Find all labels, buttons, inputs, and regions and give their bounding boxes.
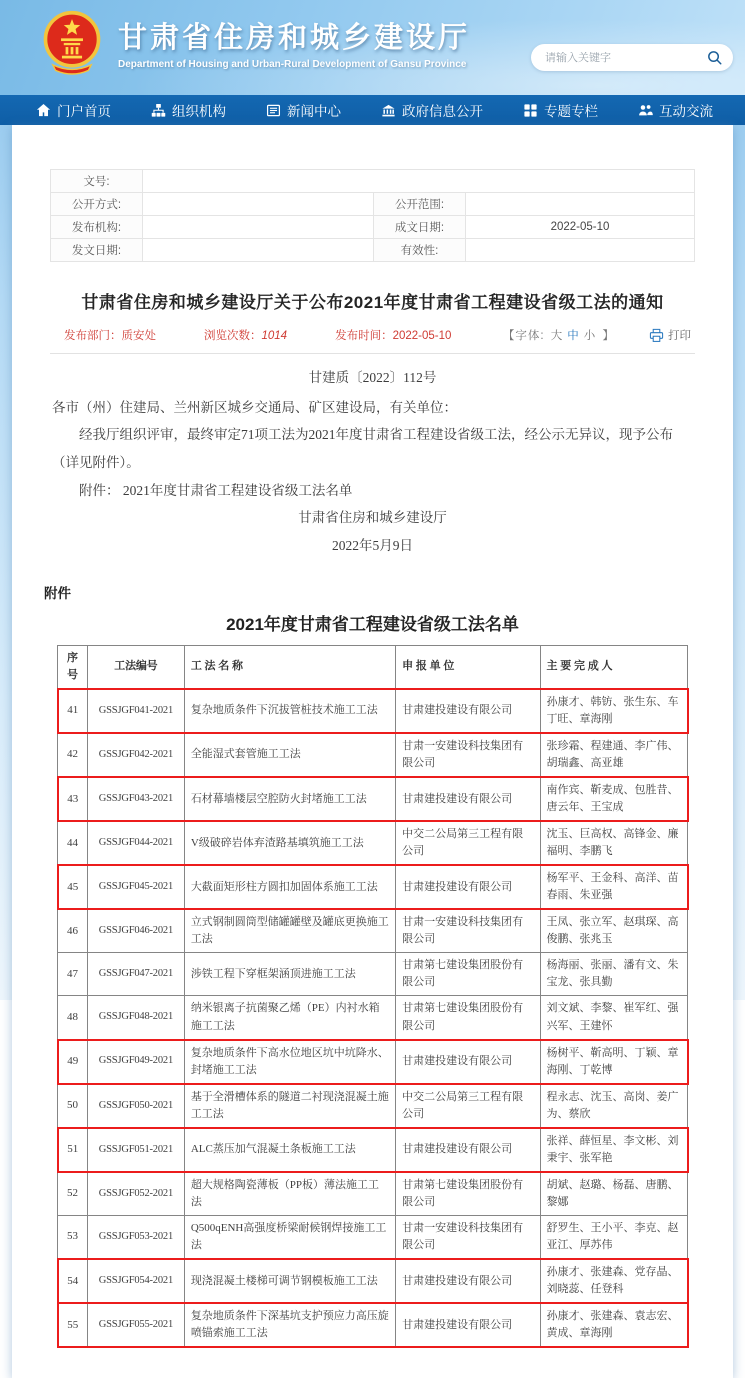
cell-org: 甘肃建投建设有限公司 [396,777,540,821]
cell-org: 甘肃建投建设有限公司 [396,1040,540,1084]
org-icon [151,103,166,118]
site-title: 甘肃省住房和城乡建设厅 [118,21,471,54]
cell-code: GSSJGF043-2021 [87,777,184,821]
meta-value-issue-date [143,239,374,262]
table-row [58,909,688,953]
people-icon [638,103,653,118]
cell-no: 49 [58,1040,88,1084]
gov-icon [381,103,396,118]
table-row [58,1259,688,1303]
cell-org: 甘肃建投建设有限公司 [396,865,540,909]
nav-item-4[interactable] [381,100,483,120]
meta-value-issue-org [143,216,374,239]
nav-item-label: 互动交流 [659,104,713,119]
brand-text [118,15,470,70]
cell-no: 46 [58,909,88,953]
nav-item-1[interactable] [36,100,111,120]
cell-name: Q500qENH高强度桥梁耐候钢焊接施工工法 [184,1215,395,1259]
cell-no: 52 [58,1172,88,1216]
cell-code: GSSJGF048-2021 [87,996,184,1040]
table-row [58,1084,688,1128]
font-size-large-button[interactable]: 大 [550,330,564,342]
document-meta-table [50,169,695,262]
methods-table [57,645,689,1349]
cell-code: GSSJGF051-2021 [87,1128,184,1172]
document-body [42,364,703,560]
nav-item-label: 组织机构 [172,104,226,119]
col-header-code: 工法编号 [87,645,184,689]
nav-item-3[interactable] [266,100,341,120]
cell-org: 甘肃第七建设集团股份有限公司 [396,1172,540,1216]
cell-code: GSSJGF047-2021 [87,953,184,996]
table-row [58,1040,688,1084]
cell-no: 51 [58,1128,88,1172]
doc-attachment-line: 附件： 2021年度甘肃省工程建设省级工法名单 [79,482,353,498]
methods-table-title: 2021年度甘肃省工程建设省级工法名单 [226,614,519,634]
cell-name: 复杂地质条件下高水位地区坑中坑降水、封堵施工工法 [184,1040,395,1084]
meta-row [51,216,695,239]
cell-people: 沈玉、巨高权、高锋金、廉福明、李鹏飞 [540,821,688,865]
cell-people: 刘文斌、李黎、崔军红、强兴军、王建怀 [540,996,688,1040]
cell-org: 甘肃一安建设科技集团有限公司 [396,733,540,777]
publish-dept: 发布部门：质安处 [64,330,156,342]
cell-people: 孙康才、张建森、党存晶、刘晓蕊、任登科 [540,1259,688,1303]
cell-no: 42 [58,733,88,777]
meta-value-open-scope [466,193,695,216]
cell-name: 立式钢制圆筒型储罐罐壁及罐底更换施工工法 [184,909,395,953]
nav-item-label: 政府信息公开 [402,104,483,119]
cell-no: 48 [58,996,88,1040]
news-icon [266,103,281,118]
cell-org: 中交二公局第三工程有限公司 [396,821,540,865]
meta-label-open-scope: 公开范围: [374,193,466,216]
meta-value-open-method [143,193,374,216]
cell-name: 现浇混凝土楼梯可调节钢模板施工工法 [184,1259,395,1303]
font-size-small-button[interactable]: 小 [583,330,597,342]
col-header-org: 申 报 单 位 [396,645,540,689]
header-divider [50,353,695,354]
table-row [58,865,688,909]
meta-label-issue-date: 发文日期: [51,239,143,262]
cell-org: 甘肃建投建设有限公司 [396,1259,540,1303]
site-header [0,0,745,95]
cell-people: 杨海丽、张丽、潘有文、朱宝龙、张具勤 [540,953,688,996]
cell-org: 甘肃建投建设有限公司 [396,1303,540,1347]
col-header-name: 工 法 名 称 [184,645,395,689]
meta-label-open-method: 公开方式: [51,193,143,216]
cell-no: 47 [58,953,88,996]
article-title: 甘肃省住房和城乡建设厅关于公布2021年度甘肃省工程建设省级工法的通知 [81,293,664,312]
nav-item-label: 门户首页 [57,104,111,119]
cell-people: 王凤、张立军、赵琪琛、高俊鹏、张兆玉 [540,909,688,953]
cell-name: V级破碎岩体弃渣路基填筑施工工法 [184,821,395,865]
cell-people: 杨树平、靳高明、丁颖、章海刚、丁乾博 [540,1040,688,1084]
cell-code: GSSJGF049-2021 [87,1040,184,1084]
nav-item-5[interactable] [523,100,598,120]
cell-org: 甘肃一安建设科技集团有限公司 [396,909,540,953]
home-icon [36,103,51,118]
meta-row [51,193,695,216]
cell-no: 45 [58,865,88,909]
meta-row [51,239,695,262]
table-row [58,689,688,733]
methods-table-body [58,689,688,1347]
table-row [58,1303,688,1347]
cell-name: ALC蒸压加气混凝土条板施工工法 [184,1128,395,1172]
cell-name: 基于全滑槽体系的隧道二衬现浇混凝土施工工法 [184,1084,395,1128]
table-row [58,1215,688,1259]
cell-people: 杨军平、王金科、高洋、苗春雨、朱亚强 [540,865,688,909]
table-row [58,821,688,865]
nav-item-2[interactable] [151,100,226,120]
cell-people: 南作宾、靳麦成、包胜昔、唐云年、王宝成 [540,777,688,821]
meta-label-validity: 有效性: [374,239,466,262]
doc-paragraph: 经我厅组织评审，最终审定71项工法为2021年度甘肃省工程建设省级工法，经公示无异议，现予公布（详见附件）。 [52,427,673,471]
cell-name: 全能湿式套管施工工法 [184,733,395,777]
cell-no: 50 [58,1084,88,1128]
cell-code: GSSJGF042-2021 [87,733,184,777]
meta-value-written-date: 2022-05-10 [466,216,695,239]
col-header-people: 主 要 完 成 人 [540,645,688,689]
search-input[interactable] [545,52,706,64]
appendix-heading: 附件 [44,585,71,601]
cell-org: 中交二公局第三工程有限公司 [396,1084,540,1128]
cell-name: 超大规格陶瓷薄板（PP板）薄法施工工法 [184,1172,395,1216]
meta-label-issue-org: 发布机构: [51,216,143,239]
cell-name: 纳米银离子抗菌聚乙烯（PE）内衬水箱施工工法 [184,996,395,1040]
view-count: 浏览次数：1014 [204,330,288,342]
brand [40,6,470,78]
meta-value-doc-no [143,170,695,193]
cell-no: 55 [58,1303,88,1347]
cell-no: 53 [58,1215,88,1259]
cell-name: 复杂地质条件下深基坑支护预应力高压旋喷锚索施工工法 [184,1303,395,1347]
content-card [12,125,733,1378]
meta-value-validity [466,239,695,262]
article-meta-bar [42,327,703,343]
cell-org: 甘肃建投建设有限公司 [396,1128,540,1172]
nav-item-6[interactable] [638,100,713,120]
cell-code: GSSJGF053-2021 [87,1215,184,1259]
doc-salutation: 各市（州）住建局、兰州新区城乡交通局、矿区建设局，有关单位： [52,399,457,415]
col-header-no: 序 号 [58,645,88,689]
national-emblem-logo [40,6,104,78]
cell-name: 复杂地质条件下沉拔管桩技术施工工法 [184,689,395,733]
cell-code: GSSJGF045-2021 [87,865,184,909]
cell-org: 甘肃第七建设集团股份有限公司 [396,996,540,1040]
font-size-medium-button[interactable]: 中 [567,330,580,342]
doc-signature: 甘肃省住房和城乡建设厅 [298,510,447,526]
doc-number: 甘建质〔2022〕112号 [308,370,437,385]
site-subtitle: Department of Housing and Urban-Rural Development of Gansu Province [118,58,467,70]
cell-people: 胡斌、赵璐、杨磊、唐鹏、黎娜 [540,1172,688,1216]
table-row [58,953,688,996]
meta-label-written-date: 成文日期: [374,216,466,239]
cell-code: GSSJGF055-2021 [87,1303,184,1347]
cell-people: 程永志、沈玉、高岗、姜广为、蔡欣 [540,1084,688,1128]
cell-code: GSSJGF054-2021 [87,1259,184,1303]
cell-org: 甘肃一安建设科技集团有限公司 [396,1215,540,1259]
table-row [58,1128,688,1172]
cell-no: 44 [58,821,88,865]
table-row [58,733,688,777]
cell-name: 涉铁工程下穿框架涵顶进施工工法 [184,953,395,996]
meta-label-doc-no: 文号: [51,170,143,193]
cell-people: 张珍霜、程建通、李广伟、胡瑞鑫、高亚雄 [540,733,688,777]
cell-code: GSSJGF050-2021 [87,1084,184,1128]
printer-icon [649,328,664,343]
table-row [58,996,688,1040]
main-nav [0,95,745,125]
search-box[interactable] [531,44,733,71]
cell-people: 孙康才、张建森、袁志宏、黄成、章海刚 [540,1303,688,1347]
cell-people: 孙康才、韩钫、张生东、车丁旺、章海刚 [540,689,688,733]
nav-item-label: 新闻中心 [287,104,341,119]
cell-people: 舒罗生、王小平、李克、赵亚江、厚苏伟 [540,1215,688,1259]
cell-code: GSSJGF044-2021 [87,821,184,865]
columns-icon [523,103,538,118]
nav-item-label: 专题专栏 [544,104,598,119]
cell-org: 甘肃建投建设有限公司 [396,689,540,733]
cell-no: 43 [58,777,88,821]
doc-sign-date: 2022年5月9日 [332,538,413,554]
table-row [58,1172,688,1216]
search-icon[interactable] [706,49,723,66]
cell-no: 41 [58,689,88,733]
cell-org: 甘肃第七建设集团股份有限公司 [396,953,540,996]
print-button[interactable]: 打印 [649,327,691,343]
meta-row [51,170,695,193]
table-row [58,777,688,821]
cell-code: GSSJGF041-2021 [87,689,184,733]
cell-people: 张祥、薛恒星、李文彬、刘秉宇、张军艳 [540,1128,688,1172]
cell-name: 大截面矩形柱方圆扣加固体系施工工法 [184,865,395,909]
font-size-widget: 【字体: 大 中 小 】 [502,330,615,342]
table-header-row [58,645,688,689]
cell-name: 石材幕墙楼层空腔防火封堵施工工法 [184,777,395,821]
publish-time: 发布时间：2022-05-10 [335,330,452,342]
cell-code: GSSJGF046-2021 [87,909,184,953]
cell-code: GSSJGF052-2021 [87,1172,184,1216]
cell-no: 54 [58,1259,88,1303]
